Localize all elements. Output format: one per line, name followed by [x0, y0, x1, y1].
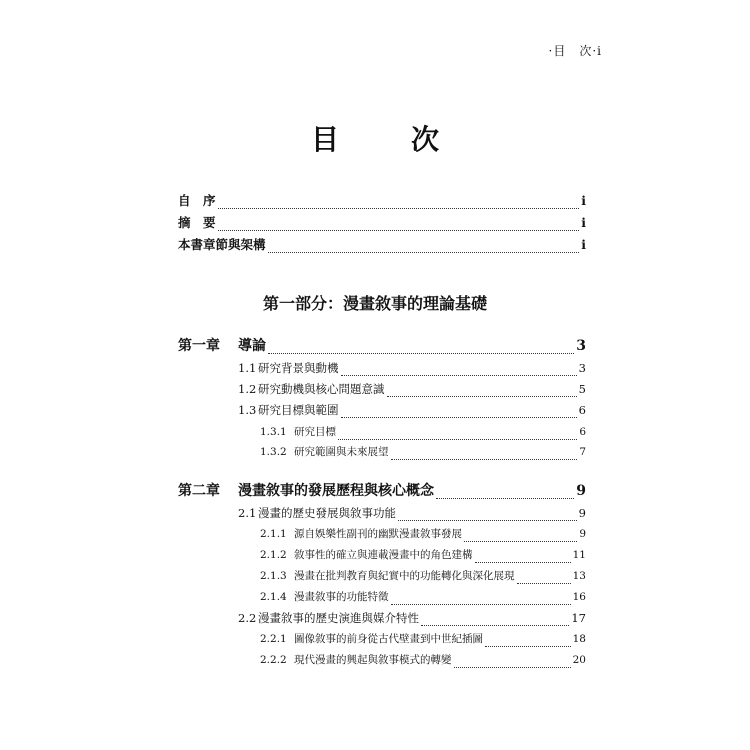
toc-page-number: 11: [572, 549, 586, 561]
subsection-heading: [260, 589, 389, 605]
subsection-heading: [260, 652, 452, 668]
dot-leader: [464, 530, 577, 542]
toc-page-number: 20: [572, 654, 586, 666]
dot-leader: [391, 448, 578, 460]
section-number: 1.1: [238, 361, 257, 375]
toc-subsection-2-1-4[interactable]: [260, 589, 586, 605]
section-number: 2.2: [238, 611, 257, 625]
toc-section-1-1[interactable]: [238, 360, 586, 376]
toc-page-number: i: [581, 237, 586, 252]
running-head: ·目 次·i: [548, 44, 602, 58]
subsection-heading: [260, 547, 473, 563]
dot-leader: [338, 428, 577, 440]
toc-page-number: 6: [579, 426, 586, 438]
section-title: 研究目標與範圍: [258, 403, 339, 417]
subsection-number: 2.1.4: [260, 591, 287, 603]
toc-page-number: 7: [579, 446, 586, 458]
dot-leader: [387, 385, 577, 397]
toc-entry-label: 本書章節與架構: [178, 237, 266, 252]
dot-leader: [517, 572, 571, 584]
dot-leader: [398, 509, 577, 521]
subsection-title: 研究範圍與未來展望: [294, 446, 389, 458]
toc-section-2-1[interactable]: [238, 505, 586, 521]
toc-entry-label: 摘 要: [178, 215, 216, 230]
toc-section-1-3[interactable]: [238, 402, 586, 418]
dot-leader: [341, 406, 577, 418]
toc-page-number: i: [581, 215, 586, 230]
subsection-title: 研究目標: [294, 426, 336, 438]
subsection-heading: [260, 526, 462, 542]
section-title: 研究背景與動機: [258, 361, 339, 375]
section-number: 2.1: [238, 506, 257, 520]
toc-subsection-2-2-2[interactable]: [260, 652, 586, 668]
chapter-number: 第一章: [178, 338, 220, 354]
dot-leader: [268, 241, 580, 253]
dot-leader: [391, 593, 571, 605]
subsection-heading: [260, 424, 336, 440]
toc-subsection-2-1-1[interactable]: [260, 526, 586, 542]
chapter-heading: [178, 338, 266, 354]
toc-page-number: 9: [578, 506, 586, 520]
toc-chapter-1[interactable]: [178, 338, 586, 354]
toc-entry-label: 自 序: [178, 193, 216, 208]
toc-subsection-2-1-2[interactable]: [260, 547, 586, 563]
subsection-number: 2.2.1: [260, 633, 287, 645]
toc-page-number: 18: [572, 633, 586, 645]
toc-page-number: i: [581, 193, 586, 208]
chapter-number: 第二章: [178, 483, 220, 499]
subsection-title: 源自娛樂性副刊的幽默漫畫敘事發展: [294, 528, 462, 540]
toc-page-number: 3: [576, 338, 586, 354]
dot-leader: [485, 635, 571, 647]
subsection-number: 2.1.3: [260, 570, 287, 582]
chapter-heading: [178, 483, 434, 499]
subsection-number: 1.3.1: [260, 426, 287, 438]
chapter-title: 漫畫敘事的發展歷程與核心概念: [238, 483, 434, 499]
dot-leader: [436, 487, 574, 499]
subsection-number: 2.2.2: [260, 654, 287, 666]
section-heading: [238, 360, 339, 376]
toc-page-number: 3: [578, 361, 586, 375]
toc-page-number: 16: [572, 591, 586, 603]
toc-page-number: 9: [576, 483, 586, 499]
section-heading: [238, 402, 339, 418]
toc-page-number: 9: [579, 528, 586, 540]
toc-subsection-1-3-1[interactable]: [260, 424, 586, 440]
section-title: 漫畫敘事的歷史演進與媒介特性: [258, 611, 419, 625]
section-heading: [238, 381, 385, 397]
toc-chapter-2[interactable]: [178, 483, 586, 499]
dot-leader: [268, 342, 574, 354]
subsection-title: 圖像敘事的前身從古代壁畫到中世紀插圖: [294, 633, 483, 645]
subsection-heading: [260, 444, 389, 460]
dot-leader: [454, 656, 571, 668]
toc-page-number: 13: [572, 570, 586, 582]
section-number: 1.3: [238, 403, 257, 417]
section-heading: [238, 610, 419, 626]
subsection-number: 2.1.2: [260, 549, 287, 561]
subsection-title: 漫畫敘事的功能特徵: [294, 591, 389, 603]
toc-section-2-2[interactable]: [238, 610, 586, 626]
toc-entry-structure[interactable]: [178, 237, 586, 253]
toc-entry-abstract[interactable]: [178, 215, 586, 231]
subsection-title: 現代漫畫的興起與敘事模式的轉變: [294, 654, 452, 666]
subsection-title: 敘事性的確立與連載漫畫中的角色建構: [294, 549, 473, 561]
toc-page-number: 17: [571, 611, 586, 625]
section-title: 研究動機與核心問題意識: [258, 382, 385, 396]
section-title: 漫畫的歷史發展與敘事功能: [258, 506, 396, 520]
toc-page-number: 6: [578, 403, 586, 417]
toc-section-1-2[interactable]: [238, 381, 586, 397]
subsection-heading: [260, 631, 483, 647]
subsection-number: 2.1.1: [260, 528, 287, 540]
subsection-title: 漫畫在批判教育與紀實中的功能轉化與深化展現: [294, 570, 515, 582]
section-heading: [238, 505, 396, 521]
part-title: 第一部分：漫畫敘事的理論基礎: [262, 294, 487, 313]
dot-leader: [475, 551, 571, 563]
toc-subsection-2-2-1[interactable]: [260, 631, 586, 647]
toc-subsection-2-1-3[interactable]: [260, 568, 586, 584]
toc-entry-preface[interactable]: [178, 193, 586, 209]
subsection-number: 1.3.2: [260, 446, 287, 458]
toc-subsection-1-3-2[interactable]: [260, 444, 586, 460]
subsection-heading: [260, 568, 515, 584]
dot-leader: [341, 364, 577, 376]
section-number: 1.2: [238, 382, 257, 396]
page-title: 目 次: [310, 123, 461, 156]
chapter-title: 導論: [238, 338, 266, 354]
dot-leader: [421, 614, 569, 626]
toc-page-number: 5: [578, 382, 586, 396]
dot-leader: [218, 197, 580, 209]
dot-leader: [218, 219, 580, 231]
